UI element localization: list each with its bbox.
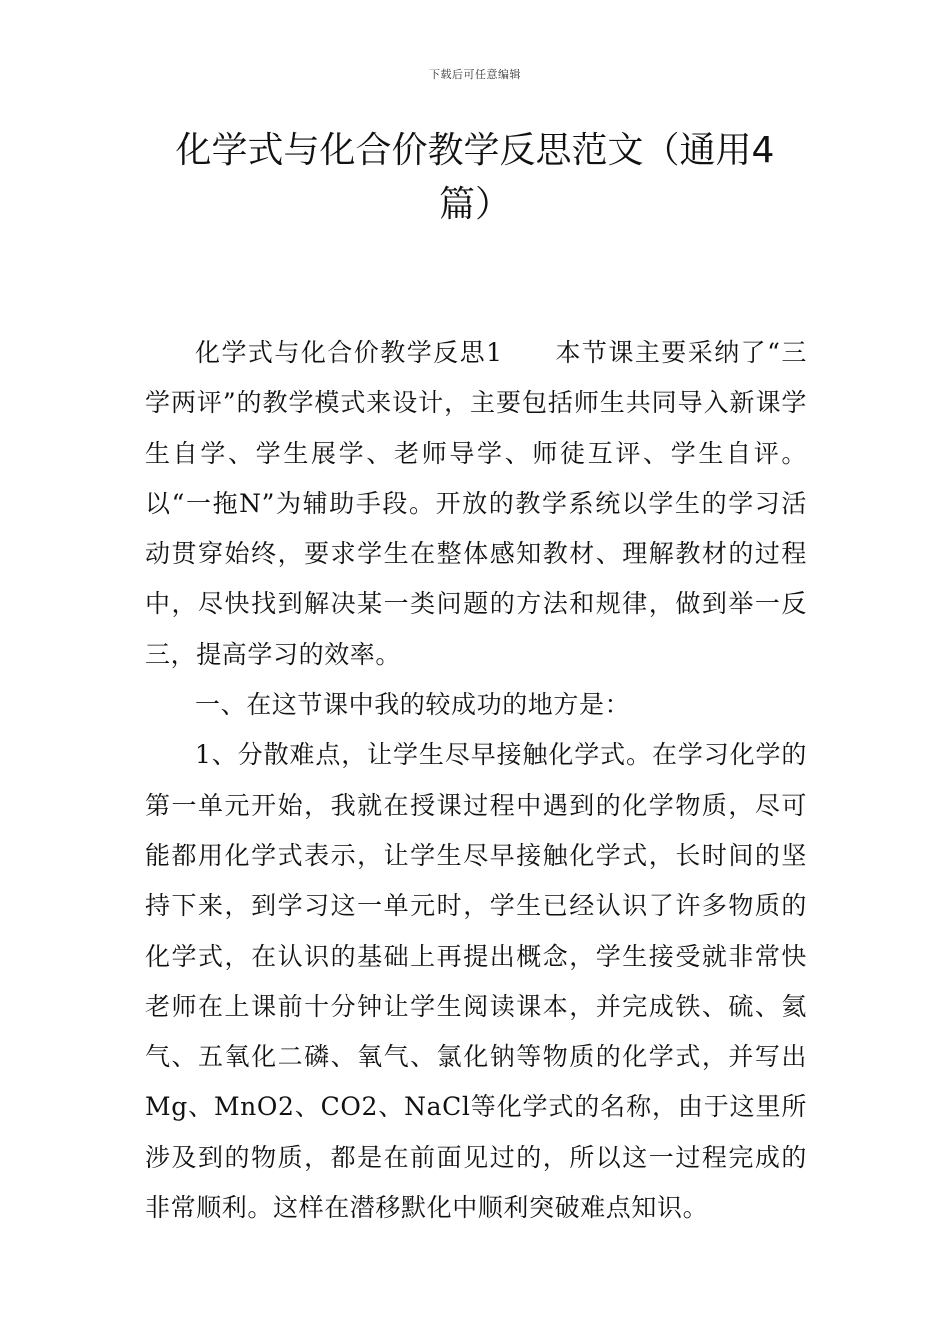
section-heading: 化学式与化合价教学反思1 [195, 338, 503, 367]
paragraph-2: 一、在这节课中我的较成功的地方是： [195, 690, 631, 720]
paragraph-1 [145, 328, 807, 680]
document-body [145, 328, 807, 1233]
page-header-note: 下载后可任意编辑 [429, 68, 521, 81]
paragraph-3: 1、分散难点，让学生尽早接触化学式。在学习化学的第一单元开始，我就在授课过程中遇到的化学物质，尽可能都用化学式表示，让学生尽早接触化学式，长时间的坚持下来，到学习这一单元时，学生已经认识了许多物质的化学式，在认识的基础上再提出概念，学生接受就非常快老师在上课前十分钟让学生阅读课本，并完成铁、硫、氦气、五氧化二磷、氧气、氯化钠等物质的化学式，并写出Mg、MnO2、CO2、NaCl等化学式的名称，由于这里所涉及到的物质，都是在前面见过的，所以这一过程完成的非常顺利。这样在潜移默化中顺利突破难点知识。 [145, 740, 807, 1223]
paragraph-1-body: 本节课主要采纳了“三学两评”的教学模式来设计，主要包括师生共同导入新课学生自学、学生展学、老师导学、师徒互评、学生自评。以“一拖N”为辅助手段。开放的教学系统以学生的学习活动贯穿始终，要求学生在整体感知教材、理解教材的过程中，尽快找到解决某一类问题的方法和规律，做到举一反三，提高学习的效率。 [145, 338, 807, 669]
document-title: 化学式与化合价教学反思范文（通用4篇） [175, 130, 775, 225]
